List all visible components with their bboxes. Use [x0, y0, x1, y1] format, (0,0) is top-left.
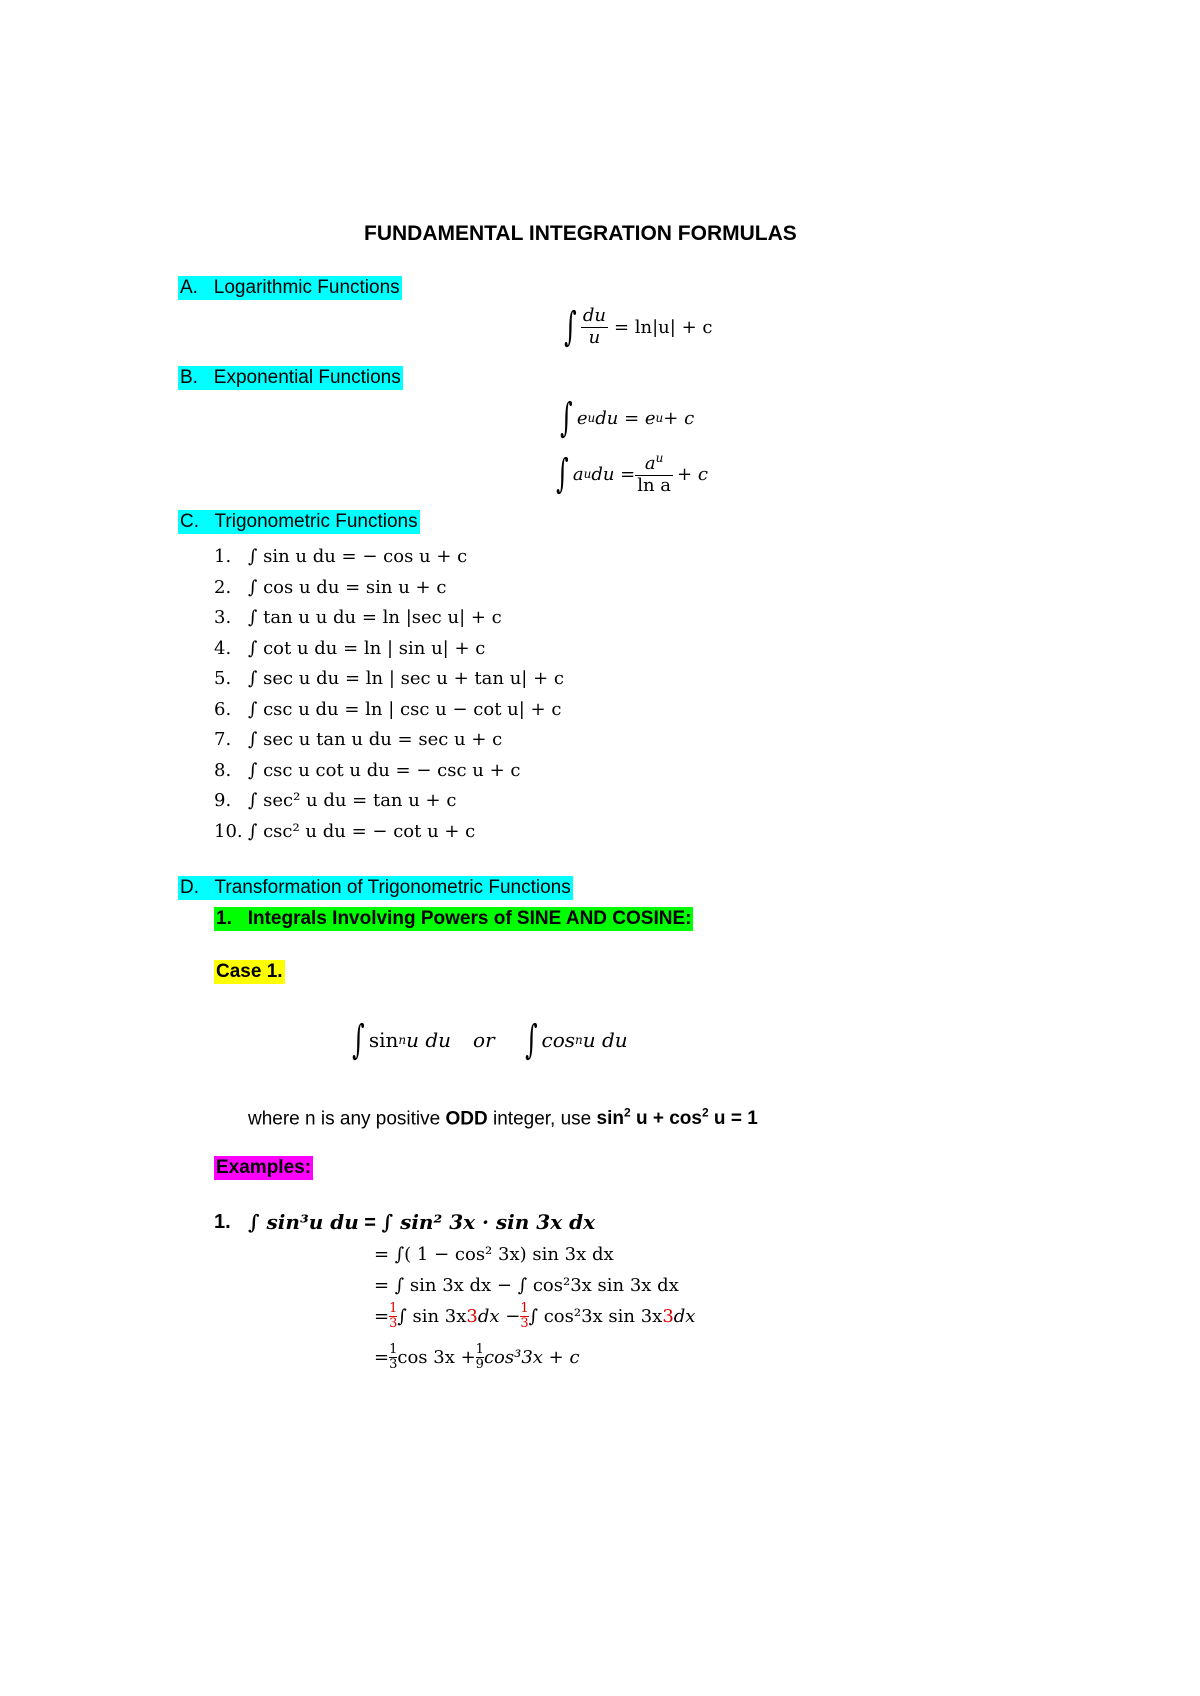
example-left: ∫ sin³u du — [248, 1210, 359, 1234]
formula-text: ∫ cos u du = sin u + c — [248, 576, 447, 598]
example-line-4 — [374, 1302, 695, 1330]
formula-text: ∫ csc u cot u du = − csc u + c — [248, 759, 521, 781]
line4-term-d: dx — [673, 1305, 696, 1327]
sin-rest: u du — [406, 1028, 452, 1052]
fraction-numerator: du — [582, 305, 606, 326]
fraction-numerator: a — [644, 453, 656, 474]
base-a: a — [572, 463, 584, 485]
examples-label: Examples: — [216, 1157, 312, 1178]
case-label: Case 1. — [216, 961, 283, 982]
fraction-denominator: 9 — [475, 1356, 484, 1372]
exponent: u — [583, 467, 592, 482]
item-number: 2. — [214, 576, 232, 598]
section-b-heading — [178, 366, 403, 390]
list-item — [214, 542, 564, 573]
case-formula — [348, 1017, 628, 1063]
note-cos: cos — [669, 1108, 702, 1130]
list-item — [214, 603, 564, 634]
exp-fraction — [635, 452, 673, 496]
red-factor: 3 — [662, 1305, 674, 1327]
item-number: 4. — [214, 637, 232, 659]
sin-term: sin — [368, 1028, 399, 1052]
fraction-one-third — [389, 1302, 397, 1330]
fraction-one-third — [520, 1302, 528, 1330]
item-number: 1. — [214, 546, 232, 567]
list-item — [214, 634, 564, 665]
subsection-heading — [214, 907, 693, 931]
integral-sign: ∫ — [556, 451, 569, 498]
fraction-numerator: 1 — [389, 1342, 398, 1357]
exponent: n — [398, 1033, 407, 1047]
exponent: u — [655, 411, 664, 425]
example-line-2: = ∫( 1 − cos² 3x) sin 3x dx — [374, 1244, 614, 1265]
section-b-title: Exponential Functions — [213, 367, 401, 388]
section-d-title: Transformation of Trigonometric Functions — [214, 877, 571, 898]
example-right: ∫ sin² 3x · sin 3x dx — [381, 1210, 595, 1234]
item-number: 9. — [214, 790, 232, 811]
section-d-heading — [178, 876, 573, 900]
equals-sign: = — [374, 1305, 390, 1327]
integral-sign: ∫ — [524, 1017, 538, 1063]
example-line-5 — [374, 1343, 580, 1371]
fraction-one-ninth — [476, 1343, 484, 1371]
fraction-denominator: 3 — [389, 1315, 398, 1331]
section-c-label: C. — [180, 511, 199, 532]
formula-text: ∫ csc² u du = − cot u + c — [248, 820, 476, 842]
list-item — [214, 664, 564, 695]
list-item — [214, 573, 564, 604]
section-a-title: Logarithmic Functions — [213, 277, 400, 298]
note-text — [248, 1106, 758, 1130]
section-a-heading — [178, 276, 402, 300]
equals-sign: = — [358, 1212, 382, 1234]
note-mid: integer, use — [487, 1108, 597, 1130]
example-number: 1. — [214, 1211, 231, 1233]
page-title: FUNDAMENTAL INTEGRATION FORMULAS — [364, 222, 797, 245]
equals-sign: = — [374, 1346, 390, 1368]
section-d-label: D. — [180, 877, 199, 898]
formula-text: ∫ tan u u du = ln |sec u| + c — [248, 607, 502, 628]
exponent: n — [575, 1033, 583, 1047]
formula-text: ∫ sec² u du = tan u + c — [248, 790, 457, 811]
line4-term-a: ∫ sin 3x — [397, 1305, 467, 1327]
note-mid2: u + — [630, 1108, 670, 1130]
section-c-title: Trigonometric Functions — [214, 511, 418, 532]
fraction-denominator: 3 — [389, 1356, 398, 1372]
line4-term-c: ∫ cos²3x sin 3x — [528, 1305, 663, 1327]
base-e: e — [576, 407, 588, 429]
exponent: u — [655, 451, 664, 465]
list-item — [214, 756, 564, 787]
subsection-title: Integrals Involving Powers of SINE AND COSINE: — [247, 908, 692, 929]
red-factor: 3 — [466, 1305, 478, 1327]
cos-term: cos — [541, 1028, 576, 1052]
fraction-numerator: 1 — [520, 1301, 529, 1316]
section-a-label: A. — [180, 277, 198, 298]
line5-term-a: cos 3x + — [397, 1346, 476, 1368]
integral-sign: ∫ — [560, 395, 573, 441]
item-number: 6. — [214, 698, 232, 720]
fraction-denominator: 3 — [520, 1315, 529, 1331]
formula-text: ∫ sin u du = − cos u + c — [248, 546, 468, 567]
exp-formula-2 — [552, 452, 708, 496]
note-sin: sin — [596, 1108, 624, 1130]
section-c-heading — [178, 510, 420, 534]
formula-text: ∫ sec u tan u du = sec u + c — [248, 729, 503, 750]
cos-rest: u du — [582, 1028, 628, 1052]
log-rhs: = ln|u| + c — [613, 316, 713, 338]
integral-sign: ∫ — [564, 304, 577, 351]
fraction-numerator: 1 — [475, 1342, 484, 1357]
example-line-1 — [248, 1210, 595, 1235]
section-b-label: B. — [180, 367, 198, 388]
item-number: 5. — [214, 668, 232, 689]
exp-rest: du = — [591, 463, 636, 485]
note-pre: where n is any positive — [248, 1108, 446, 1130]
exponent: 2 — [623, 1106, 631, 1120]
formula-text: ∫ csc u du = ln | csc u − cot u| + c — [248, 698, 562, 720]
formula-text: ∫ sec u du = ln | sec u + tan u| + c — [248, 668, 564, 689]
exp-tail: + c — [677, 463, 708, 485]
exp-rest: du = e — [595, 407, 656, 429]
item-number: 8. — [214, 759, 232, 781]
note-end: u = 1 — [708, 1108, 758, 1130]
example-line-3: = ∫ sin 3x dx − ∫ cos²3x sin 3x dx — [374, 1275, 679, 1296]
list-item — [214, 786, 564, 817]
exponent: u — [587, 411, 596, 425]
fraction-numerator: 1 — [389, 1301, 398, 1316]
exp-formula-1 — [556, 395, 695, 441]
exponent: 2 — [701, 1106, 709, 1120]
or-text: or — [473, 1028, 495, 1052]
list-item — [214, 817, 564, 848]
subsection-label: 1. — [216, 908, 232, 929]
fraction-one-third — [389, 1343, 397, 1371]
fraction-denominator: u — [588, 326, 601, 348]
fraction-denominator: ln a — [637, 474, 672, 496]
exp-tail: + c — [663, 407, 695, 429]
list-item — [214, 725, 564, 756]
log-formula — [560, 304, 713, 351]
trig-formula-list — [214, 542, 564, 847]
line5-term-b: cos³3x + c — [483, 1346, 580, 1368]
item-number: 3. — [214, 607, 232, 628]
log-fraction — [581, 306, 608, 348]
list-item — [214, 695, 564, 726]
note-odd: ODD — [445, 1108, 488, 1130]
formula-text: ∫ cot u du = ln | sin u| + c — [248, 637, 486, 659]
integral-sign: ∫ — [352, 1017, 365, 1063]
item-number: 7. — [214, 729, 232, 750]
line4-term-b: dx − — [477, 1305, 521, 1327]
item-number: 10. — [214, 820, 243, 842]
